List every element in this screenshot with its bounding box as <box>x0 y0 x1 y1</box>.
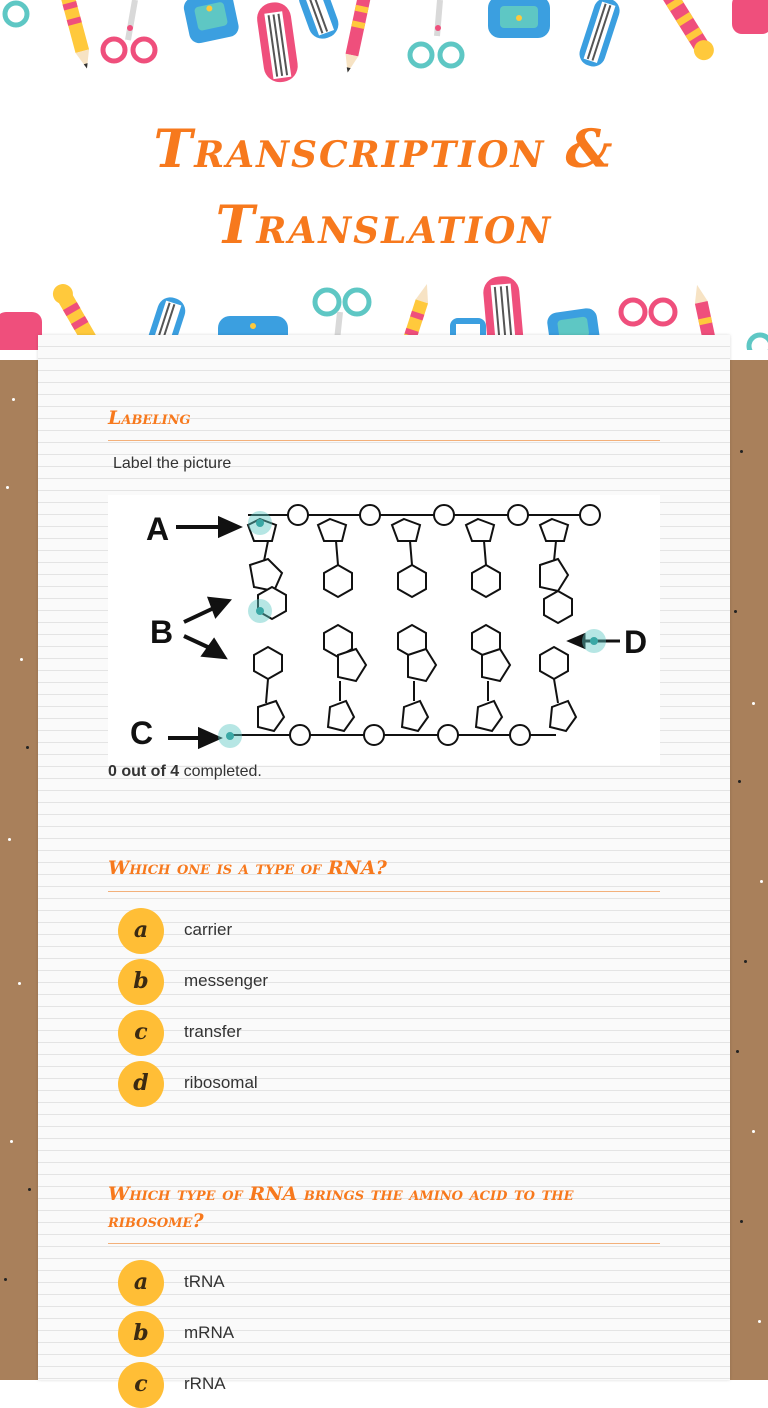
scissors-icon <box>410 0 462 66</box>
label-hotspot-b[interactable] <box>248 599 272 623</box>
arrow-c <box>168 730 218 746</box>
option-letter-badge: a <box>118 908 164 954</box>
worksheet-paper <box>38 335 730 1397</box>
book-icon <box>295 0 342 43</box>
answer-option-a[interactable] <box>118 908 658 954</box>
backpack-icon <box>182 0 240 45</box>
page-title: Transcription & Translation <box>153 119 615 256</box>
book-icon <box>576 0 622 70</box>
option-letter-badge: c <box>118 1362 164 1408</box>
section-divider <box>108 891 660 892</box>
pencil-icon <box>658 0 717 64</box>
dna-labeling-diagram <box>108 495 660 765</box>
answer-option-b[interactable] <box>118 1311 658 1357</box>
answer-option-c[interactable] <box>118 1010 658 1056</box>
option-text: rRNA <box>184 1374 226 1393</box>
answer-option-b[interactable] <box>118 959 658 1005</box>
diagram-label-d: D <box>624 624 648 660</box>
scissors-icon <box>103 0 155 61</box>
diagram-label-b: B <box>150 614 174 650</box>
arrow-a <box>176 519 238 535</box>
answer-option-d[interactable] <box>118 1061 658 1107</box>
backpack-icon <box>732 0 768 34</box>
label-hotspot-c[interactable] <box>218 724 242 748</box>
option-letter-badge: d <box>118 1061 164 1107</box>
arrow-b-down <box>184 636 224 657</box>
label-hotspot-a[interactable] <box>248 511 272 535</box>
section-divider <box>108 440 660 441</box>
dna-backbone-bottom <box>230 725 556 745</box>
answer-option-a[interactable] <box>118 1260 658 1306</box>
option-text: mRNA <box>184 1323 235 1342</box>
stationery-decoration-top <box>0 0 768 95</box>
option-letter-badge: b <box>118 959 164 1005</box>
option-letter-badge: c <box>118 1010 164 1056</box>
scissors-icon <box>621 300 675 324</box>
option-text: ribosomal <box>184 1073 258 1092</box>
diagram-label-a: A <box>146 511 170 547</box>
label-hotspot-d[interactable] <box>582 629 606 653</box>
pencil-icon <box>60 0 94 70</box>
option-text: transfer <box>184 1022 242 1041</box>
option-letter-badge: a <box>118 1260 164 1306</box>
backpack-icon <box>0 312 42 350</box>
dna-base-pairs <box>248 519 576 731</box>
book-icon <box>255 0 300 84</box>
progress-count: 0 out of 4 <box>108 763 180 780</box>
section-title-labeling: Labeling <box>108 407 191 429</box>
scissors-icon <box>749 335 768 350</box>
backpack-icon <box>488 0 550 38</box>
labeling-progress <box>108 763 262 781</box>
section-divider <box>108 1243 660 1244</box>
labeling-prompt: Label the picture <box>113 455 232 472</box>
header-banner <box>0 0 768 360</box>
diagram-label-c: C <box>130 715 154 751</box>
option-letter-badge: b <box>118 1311 164 1357</box>
option-text: carrier <box>184 920 233 939</box>
answer-option-c[interactable] <box>118 1362 658 1408</box>
scissors-icon <box>5 3 27 25</box>
pencil-icon <box>342 0 371 74</box>
arrow-b-up <box>184 599 228 622</box>
section-title-question-1: Which one is a type of RNA? <box>108 857 387 879</box>
option-text: messenger <box>184 971 269 990</box>
section-title-question-2: Which type of RNA brings the amino acid to the ribosome? <box>108 1183 574 1232</box>
option-text: tRNA <box>184 1272 225 1291</box>
progress-suffix: completed. <box>183 763 262 780</box>
